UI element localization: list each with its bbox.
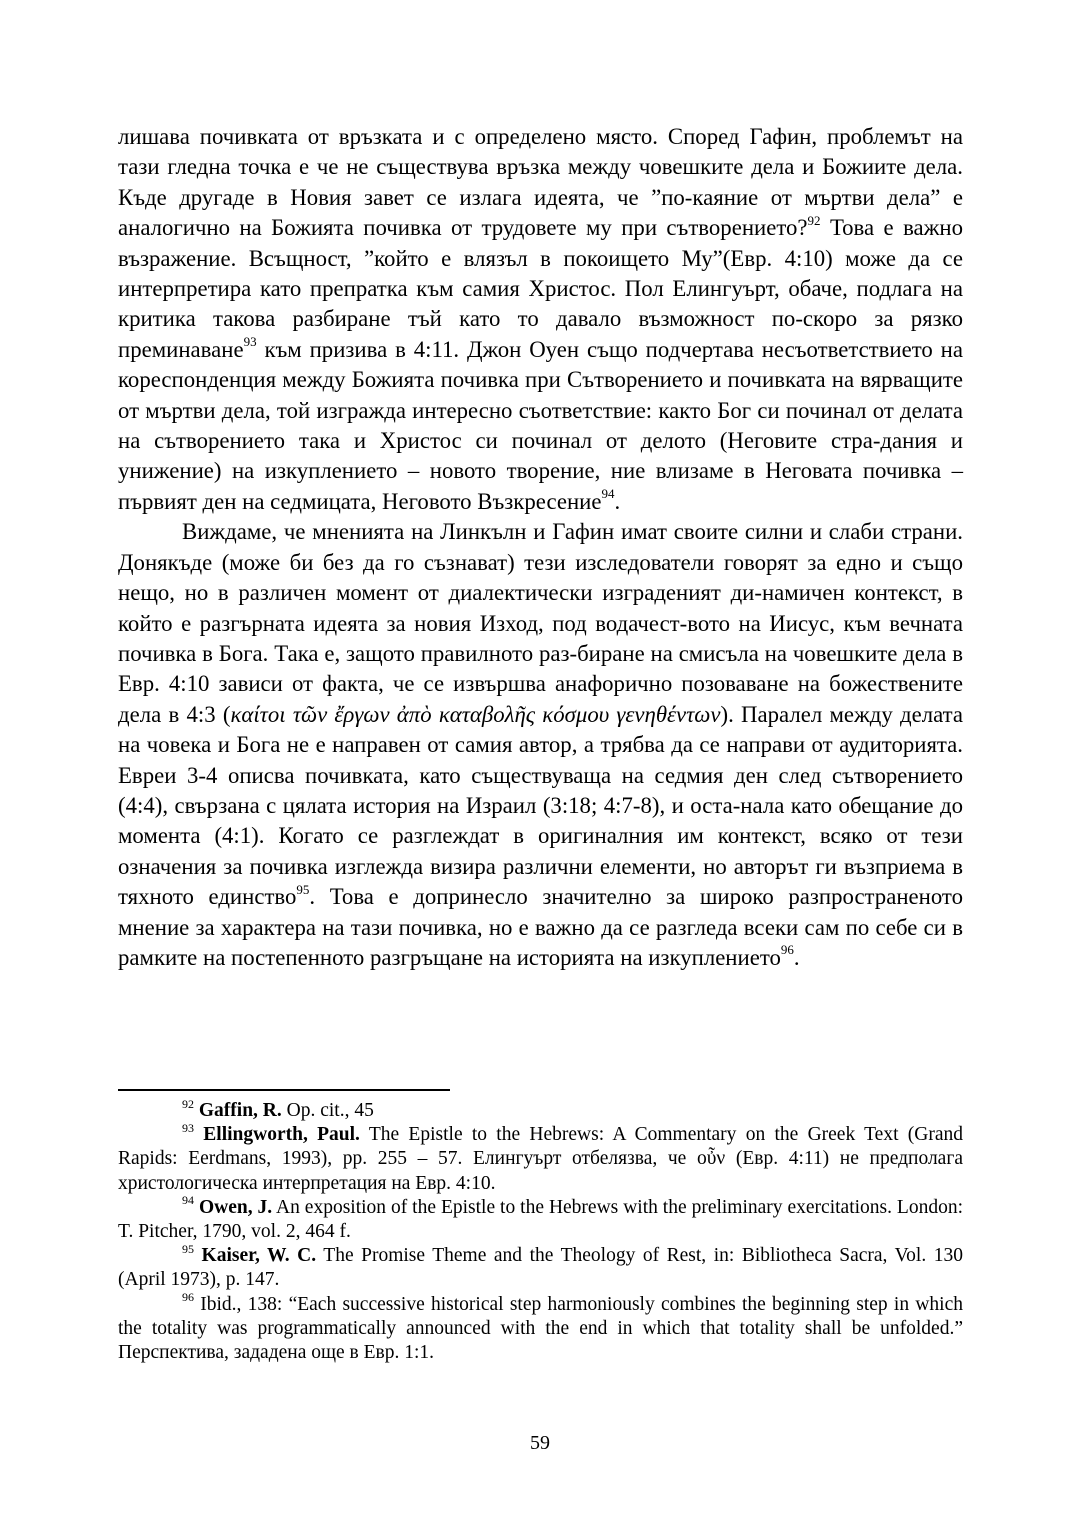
footnote-ref-95[interactable]: 95 (296, 881, 310, 897)
paragraph-2 (118, 517, 963, 973)
paragraph-1-text-c: към призива в 4:11. Джон Оуен също подчертава несъответствието на кореспонденция между Божията почивка при Сътворението и почивката на вярващите от мъртви дела, той изгражда интересно съответствие: както Бог си починал от делата на сътворението така и Христос си починал от делото (Неговите стра-дания и унижение) на изкуплението – новото творение, ние влизаме в Неговата почивка – първият ден на седмицата, Неговото Възкресение (118, 336, 963, 514)
paragraph-1 (118, 122, 963, 517)
footnotes (118, 1096, 964, 1365)
footnote-96 (118, 1290, 963, 1366)
footnote-ref-93[interactable]: 93 (243, 334, 257, 350)
paragraph-1-text-a: лишава почивката от връзката и с определено място. Според Гафин, проблемът на тази гледна точка е че не съществува връзка между човешките дела и Божиите дела. Къде другаде в Новия завет се излага идеята, че ”по-каяние от мъртви дела” е аналогично на Божията почивка от трудовете му при сътворението? (118, 124, 963, 241)
footnote-93 (118, 1120, 964, 1196)
footnote-number: 95 (182, 1241, 194, 1256)
footnote-ref-94[interactable]: 94 (601, 486, 615, 502)
greek-quote: καίτοι τῶν ἔργων ἀπὸ καταβολῆς κόσμου γενηθέντων (230, 701, 721, 727)
footnote-95 (118, 1241, 963, 1292)
footnote-number: 93 (182, 1120, 194, 1135)
footnote-author: Kaiser, W. C. (201, 1245, 317, 1267)
footnote-separator (118, 1089, 450, 1091)
footnote-author: Owen, J. (198, 1196, 273, 1218)
footnote-ref-92[interactable]: 92 (807, 212, 821, 228)
footnote-ref-96[interactable]: 96 (780, 942, 794, 958)
footnote-number: 96 (182, 1290, 194, 1305)
footnote-text: Ibid., 138: “Each successive historical step harmoniously combines the beginning step in which the totality was programmatically announced with the end in which that totality shall be unfolded.” Перспектива, зададена още в Евр. 1:1. (118, 1293, 963, 1364)
main-text (118, 122, 963, 973)
footnote-author: Gaffin, R. (198, 1100, 282, 1121)
footnote-number: 94 (182, 1193, 194, 1208)
footnote-92 (118, 1096, 963, 1123)
paragraph-2-text-b: ). Паралел между делата на човека и Бога не е направен от самия автор, а трябва да се направи от аудиторията. Евреи 3-4 описва почивката, като съществуваща на седмия ден след сътворението (4:4), свързана с цялата история на Израил (3:18; 4:7-8), и оста-нала като обещание до момента (4:1). Когато се разглеждат в оригиналния им контекст, всяко от тези означения за почивка изглежда визира различни елементи, но авторът ги възприема в тяхното единство (118, 701, 963, 910)
footnote-text: An exposition of the Epistle to the Hebrews with the preliminary exercitations. London: T. Pitcher, 1790, vol. 2, 464 f. (118, 1196, 964, 1243)
footnote-author: Ellingworth, Paul. (203, 1124, 360, 1146)
footnote-number: 92 (182, 1096, 194, 1111)
paragraph-1-text-d: . (614, 488, 621, 514)
paragraph-2-text-a: Виждаме, че мненията на Линкълн и Гафин имат своите силни и слаби страни. Донякъде (може би без да го съзнават) тези изследователи говорят за едно и също нещо, но в различен момент от диалектически изграденият ди-намичен контекст, в който е разгърната идеята за новия Изход, под водачест-вото на Иисус, към вечната почивка в Бога. Така е, защото правилното раз-биране на смисъла на човешките дела в Евр. 4:10 зависи от факта, че се извършва анафорично позоваване на божествените дела в 4:3 ( (118, 519, 963, 727)
footnote-text: Op. cit., 45 (281, 1100, 374, 1121)
page-number: 59 (530, 1432, 550, 1454)
paragraph-2-text-d: . (793, 944, 800, 970)
paragraph-1-text-b: Това е важно възражение. Всъщност, ”който е влязъл в покоището Му”(Евр. 4:10) може да се интерпретира като препратка към самия Христос. Пол Елингуърт, обаче, подлага на критика такова разбиране тъй като то давало възможност по-скоро за рязко преминаване (118, 215, 963, 362)
footnote-text: The Epistle to the Hebrews: A Commentary on the Greek Text (Grand Rapids: Eerdmans, 1993), pp. 255 – 57. Елингуърт отбелязва, че οὖν (Евр. 4:11) не предполага христологическа интерпретация на Евр. 4:10. (118, 1124, 964, 1194)
footnote-text: The Promise Theme and the Theology of Rest, in: Bibliotheca Sacra, Vol. 130 (April 1973), p. 147. (118, 1245, 963, 1291)
paragraph-2-text-c: . Това е допринесло значително за широко разпространеното мнение за характера на тази почивка, но е важно да се разгледа всеки сам по себе си в рамките на постепенното разгръщане на историята на изкуплението (118, 884, 963, 970)
footnote-94 (118, 1193, 964, 1244)
